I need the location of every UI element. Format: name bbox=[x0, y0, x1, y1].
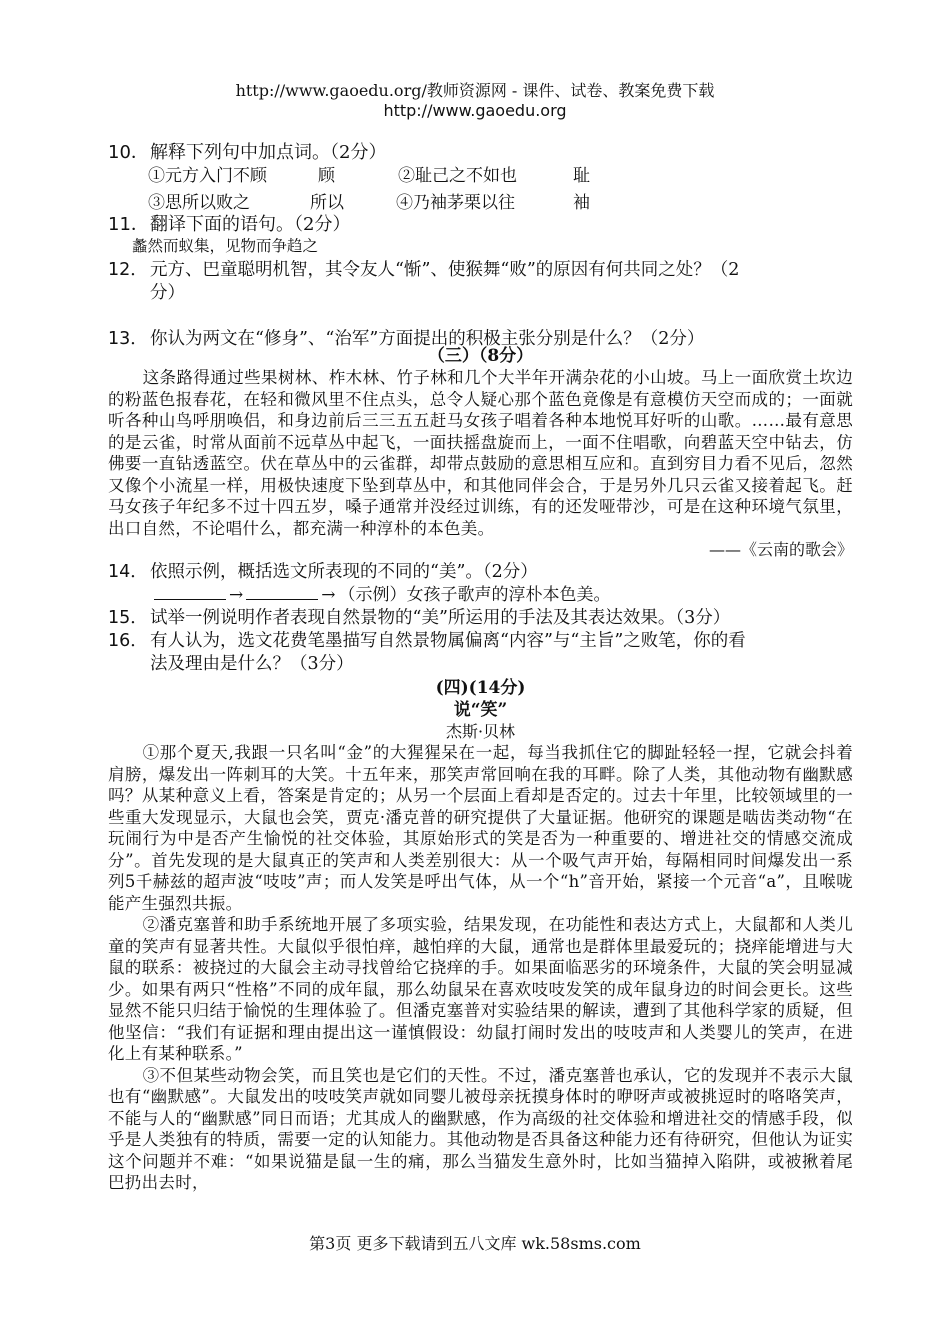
q11-sentence: 蠡然而蚁集，见物而争趋之 bbox=[132, 237, 319, 255]
question-15 bbox=[108, 607, 853, 630]
question-text: 翻译下面的语句。（2分） bbox=[150, 214, 351, 235]
article-paragraph-2: ②潘克塞普和助手系统地开展了多项实验，结果发现，在功能性和表达方式上，大鼠都和人类儿童的笑声有显著共性。大鼠似乎很怕痒，越怕痒的大鼠，通常也是群体里最爱玩的；挠痒能增进与大鼠的联系：被挠过的大鼠会主动寻找曾给它挠痒的手。如果面临恶劣的环境条件，大鼠的笑会明显减少。如果有两只“性格”不同的成年鼠，那么幼鼠呆在喜欢吱吱发笑的成年鼠身边的时间会更长。这些显然不能只归结于愉悦的生理体验了。但潘克塞普对实验结果的解读，遭到了其他科学家的质疑，但他坚信：“我们有证据和理由提出这一谨慎假设：幼鼠打闹时发出的吱吱声和人类婴儿的笑声，在进化上有某种联系。” bbox=[108, 915, 853, 1063]
page-footer: 第3页 更多下载请到五八文库 wk.58sms.com bbox=[309, 1234, 641, 1253]
section-3 bbox=[108, 345, 853, 561]
section-4-title: (四)(14分) bbox=[435, 678, 526, 698]
question-number: 15． bbox=[108, 608, 148, 628]
article-paragraph-3: ③不但某些动物会笑，而且笑也是它们的天性。不过，潘克塞普也承认，它的发现并不表示大鼠也有“幽默感”。大鼠发出的吱吱笑声就如同婴儿被母亲抚摸身体时的咿呀声或被挑逗时的咯咯笑声，不能与人的“幽默感”同日而语；尤其成人的幽默感，作为高级的社交体验和增进社交的情感手段，似乎是人类独有的特质，需要一定的认知能力。其他动物是否具备这种能力还有待研究，但他认为证实这个问题并不难：“如果说猫是鼠一生的痛，那么当猫发生意外时，比如当猫掉入陷阱，或被揪着尾巴扔出去时， bbox=[108, 1065, 853, 1192]
article-author: 杰斯·贝林 bbox=[445, 722, 516, 741]
q10-item-2-label: ②耻己之不如也 bbox=[398, 166, 517, 186]
question-text: 依照示例，概括选文所表现的不同的“美”。（2分） bbox=[150, 562, 538, 582]
q10-item-1-word: 顾 bbox=[318, 166, 335, 186]
article-paragraph-1: ①那个夏天,我跟一只名叫“金”的大猩猩呆在一起，每当我抓住它的脚趾轻轻一捏，它就会抖着肩膀，爆发出一阵刺耳的大笑。十五年来，那笑声常回响在我的耳畔。除了人类，其他动物有幽默感吗？从某种意义上看，答案是肯定的；从另一个层面上看却是否定的。过去十年里，比较领域里的一些重大发现显示，大鼠也会笑，贾克·潘克普的研究提供了大量证据。他研究的课题是啮齿类动物“在玩闹行为中是否产生愉悦的社交体验，其原始形式的笑是否为一种重要的、增进社交的情感交流成分”。首先发现的是大鼠真正的笑声和人类差别很大：从一个吸气声开始，每隔相同时间爆发出一系列5千赫兹的超声波“吱吱”声；而人发笑是呼出气体，从一个“h”音开始，紧接一个元音“a”，且喉咙能产生强烈共振。 bbox=[108, 743, 853, 913]
arrow-icon: → bbox=[321, 585, 336, 605]
answer-blank-2[interactable] bbox=[246, 585, 318, 600]
question-number: 12． bbox=[108, 260, 148, 280]
question-text: 有人认为，选文花费笔墨描写自然景物属偏离“内容”与“主旨”之败笔，你的看 bbox=[150, 631, 746, 651]
question-16 bbox=[108, 630, 853, 676]
q10-item-1-label: ①元方入门不顾 bbox=[148, 166, 267, 186]
header-line-2[interactable]: http://www.gaoedu.org bbox=[383, 101, 567, 120]
q10-item-3-word: 所以 bbox=[310, 193, 344, 213]
answer-blank-1[interactable] bbox=[154, 585, 226, 600]
question-11 bbox=[108, 213, 853, 256]
question-10 bbox=[108, 141, 853, 215]
question-text: 你认为两文在“修身”、“治军”方面提出的积极主张分别是什么？（2分） bbox=[150, 329, 705, 349]
question-number: 14． bbox=[108, 562, 148, 582]
section-4 bbox=[108, 677, 853, 1194]
q10-item-4-label: ④乃袖茅栗以往 bbox=[396, 193, 515, 213]
section-3-passage: 这条路得通过些果树林、柞木林、竹子林和几个大半年开满杂花的小山坡。马上一面欣赏土坎边的粉蓝色报春花，在轻和微风里不住点头，总令人疑心那个蓝色竟像是有意模仿天空而成的；一面就听各种山鸟呼朋唤侣，和身边前后三三五五赶马女孩子唱着各种本地悦耳好听的山歌。……最有意思的是云雀，时常从面前不远草丛中起飞，一面扶摇盘旋而上，一面不住唱歌，向碧蓝天空中钻去，仿佛要一直钻透蓝空。伏在草丛中的云雀群，却带点鼓励的意思相互应和。直到穷目力看不见后，忽然又像个小流星一样，用极快速度下坠到草丛中，和其他同伴会合，于是另外几只云雀又接着起飞。赶马女孩子年纪多不过十四五岁，嗓子通常并没经过训练，有的还发哑带沙，可是在这种环境气氛里，出口自然，不论唱什么，都充满一种淳朴的本色美。 bbox=[108, 368, 853, 538]
q14-example: （示例）女孩子歌声的淳朴本色美。 bbox=[338, 585, 611, 605]
header-line-1[interactable]: http://www.gaoedu.org/教师资源网 - 课件、试卷、教案免费下载 bbox=[235, 81, 715, 100]
question-number: 13． bbox=[108, 329, 148, 349]
section-3-title: （三）（8分） bbox=[427, 346, 534, 366]
q10-item-4-word: 袖 bbox=[573, 193, 590, 213]
q10-item-3-label: ③思所以败之 bbox=[148, 193, 250, 213]
question-text: 试举一例说明作者表现自然景物的“美”所运用的手法及其表达效果。（3分） bbox=[150, 608, 731, 628]
section-3-source: ——《云南的歌会》 bbox=[708, 540, 853, 559]
q10-item-2-word: 耻 bbox=[573, 166, 590, 186]
arrow-icon: → bbox=[229, 585, 244, 605]
question-text: 解释下列句中加点词。（2分） bbox=[150, 142, 387, 163]
question-number: 11． bbox=[108, 214, 149, 235]
question-text-cont: 法及理由是什么？（3分） bbox=[150, 654, 354, 674]
question-text: 元方、巴童聪明机智，其令友人“惭”、使猴舞“败”的原因有何共同之处？（2 bbox=[150, 260, 740, 280]
question-number: 10． bbox=[108, 142, 149, 163]
question-14 bbox=[108, 561, 853, 607]
question-number: 16． bbox=[108, 631, 148, 651]
question-text-cont: 分） bbox=[150, 283, 185, 303]
question-12 bbox=[108, 259, 853, 305]
article-title: 说“笑” bbox=[453, 700, 508, 720]
